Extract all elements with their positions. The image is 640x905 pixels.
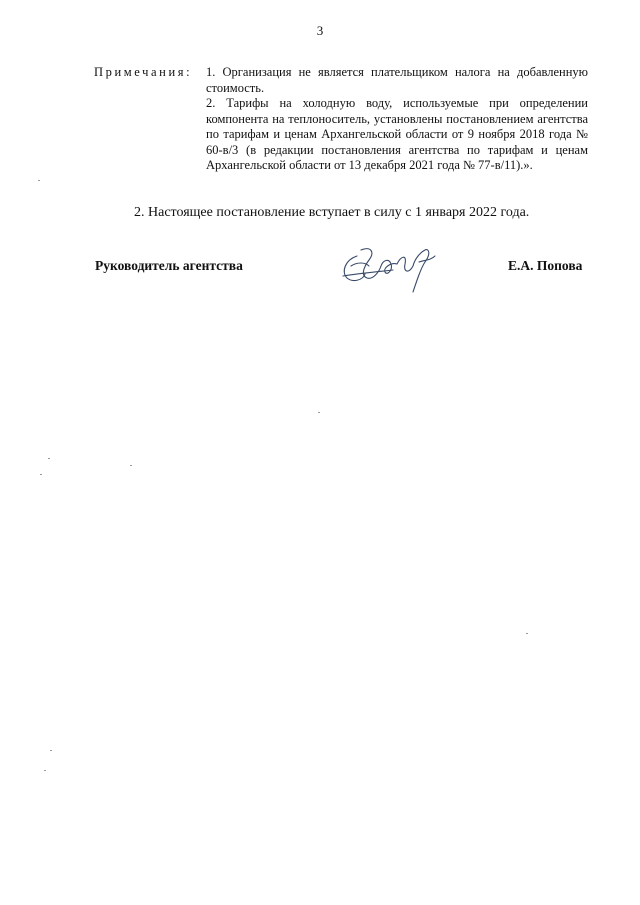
note-item-vat: 1. Организация не является плательщиком налога на добавленную стоимость.: [206, 65, 588, 95]
signatory-title: Руководитель агентства: [95, 258, 243, 273]
scan-speck: [44, 770, 46, 771]
scan-speck: [130, 465, 132, 466]
handwritten-signature-icon: [335, 236, 445, 296]
page-number: 3: [316, 23, 324, 38]
note-item-cold-water-tariff: 2. Тарифы на холодную воду, используемые при определении компонента на теплоноситель, установлены постановлением агентства по тарифам и ценам Архангельской области от 9 ноября 2018 года № 60-в/3 (в редакции постановления агентства по тарифам и ценам Архангельской области от 13 декабря 2021 года № 77-в/11).».: [206, 96, 588, 172]
scan-speck: [38, 180, 40, 181]
scan-speck: [50, 750, 52, 751]
effective-date-clause: 2. Настоящее постановление вступает в силу с 1 января 2022 года.: [134, 205, 530, 220]
scan-speck: [318, 412, 320, 413]
notes-label: Примечания:: [94, 65, 193, 79]
scan-speck: [48, 458, 50, 459]
notes-body: [206, 65, 588, 174]
scan-speck: [40, 474, 42, 475]
signatory-name: Е.А. Попова: [508, 258, 583, 273]
scan-speck: [526, 633, 528, 634]
